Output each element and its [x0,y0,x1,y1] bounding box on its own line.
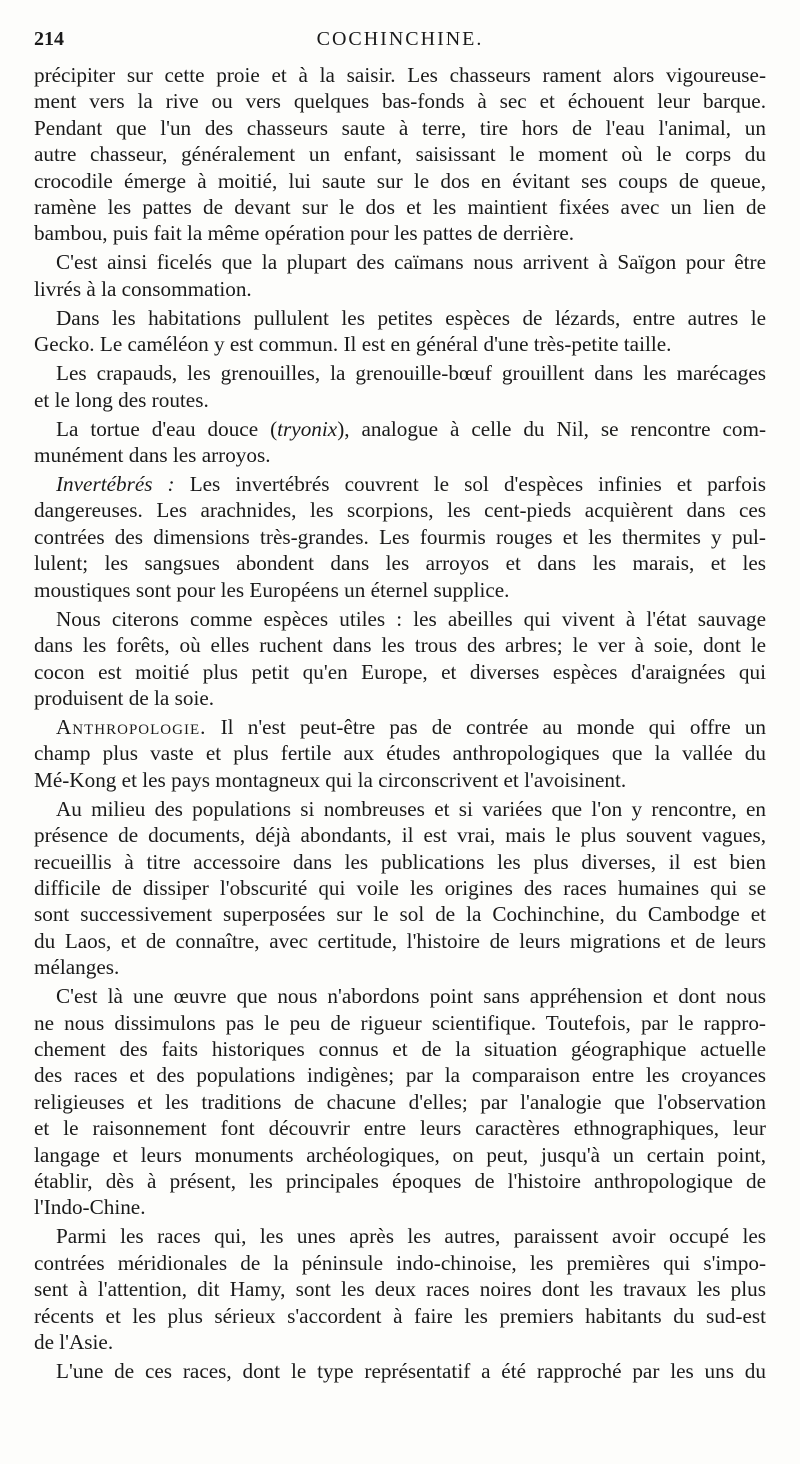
text-line: récents et les plus sérieux s'accordent à faire les premiers habitants du sud-est [34,1303,766,1328]
paragraph [34,1358,766,1384]
page-number: 214 [34,28,64,50]
text-line: contrées méridionales de la péninsule indo-chinoise, les premières qui s'impo- [34,1250,766,1275]
paragraph [34,416,766,469]
text-line: moustiques sont pour les Européens un éternel supplice. [34,577,510,602]
paragraph [34,714,766,793]
text-line: contrées des dimensions très-grandes. Les fourmis rouges et les thermites y pul- [34,524,766,549]
text-line: religieuses et les traditions de chacune d'elles; par l'analogie que l'observation [34,1089,766,1114]
text-line: Invertébrés : Les invertébrés couvrent le sol d'espèces infinies et parfois [56,472,766,497]
text-line: champ plus vaste et plus fertile aux études anthropologiques que la vallée du [34,741,766,766]
text-line: dans les forêts, où elles ruchent dans les trous des arbres; le ver à soie, dont le [34,633,766,658]
text-line: crocodile émerge à moitié, lui saute sur le dos en évitant ses coups de queue, [34,168,766,193]
paragraph [34,983,766,1221]
text-line: Les crapauds, les grenouilles, la grenouille-bœuf grouillent dans les marécages [56,361,766,386]
text-line: C'est ainsi ficelés que la plupart des caïmans nous arrivent à Saïgon pour être [56,250,766,275]
text-line: des races et des populations indigènes; par la comparaison entre les croyances [34,1063,766,1088]
text-line: présence de documents, déjà abondants, il est vrai, mais le plus souvent vagues, [34,823,766,848]
running-title: COCHINCHINE. [316,28,484,50]
text-line: C'est là une œuvre que nous n'abordons point sans appréhension et dont nous [56,984,766,1009]
text-line: Mé-Kong et les pays montagneux qui la circonscrivent et l'avoisinent. [34,767,627,792]
text-line: ne nous dissimulons pas le peu de rigueur scientifique. Toutefois, par le rappro- [34,1010,766,1035]
text-line: produisent de la soie. [34,685,215,710]
paragraph [34,62,766,247]
text-line: Dans les habitations pullulent les petites espèces de lézards, entre autres le [56,305,766,330]
paragraph [34,360,766,413]
section-heading: Anthropologie. [56,714,207,739]
paragraph [34,471,766,603]
text-line: mélanges. [34,955,120,980]
text-line: difficile de dissiper l'obscurité qui voile les origines des races humaines qui se [34,875,766,900]
section-lead: Invertébrés : [56,472,175,497]
paragraph [34,606,766,712]
text-line: Gecko. Le caméléon y est commun. Il est en général d'une très-petite taille. [34,332,672,357]
text-line: précipiter sur cette proie et à la saisir. Les chasseurs rament alors vigoureuse- [34,63,766,87]
text-line: et le raisonnement font découvrir entre leurs caractères ethnographiques, leur [34,1116,766,1141]
paragraph [34,1223,766,1355]
text-line: La tortue d'eau douce (tryonix), analogue à celle du Nil, se rencontre com- [56,416,767,441]
text-line: munément dans les arroyos. [34,443,271,468]
text-line: de l'Asie. [34,1330,114,1355]
text-line: du Laos, et de connaître, avec certitude, l'histoire de leurs migrations et de leurs [34,928,766,953]
text-line: et le long des routes. [34,387,209,412]
paragraph [34,249,766,302]
text-line: établir, dès à présent, les principales époques de l'histoire anthropologique de [34,1169,766,1193]
text-line: langage et leurs monuments archéologiques, on peut, jusqu'à un certain point, [34,1142,766,1167]
text-line: ment vers la rive ou vers quelques bas-fonds à sec et échouent leur barque. [34,89,766,114]
page-body [34,62,766,1387]
text-line: Pendant que l'un des chasseurs saute à terre, tire hors de l'eau l'animal, un [34,115,766,140]
text-line: L'une de ces races, dont le type représentatif a été rapproché par les uns du [56,1359,766,1384]
text-line: dangereuses. Les arachnides, les scorpions, les cent-pieds acquièrent dans ces [34,498,766,523]
text-line: Parmi les races qui, les unes après les autres, paraissent avoir occupé les [56,1224,766,1249]
text-line: bambou, puis fait la même opération pour les pattes de derrière. [34,221,575,246]
text-line: lulent; les sangsues abondent dans les arroyos et dans les marais, et les [34,551,766,576]
text-line: sent à l'attention, dit Hamy, sont les deux races noires dont les travaux les plus [34,1277,766,1302]
paragraph [34,305,766,358]
text-line: livrés à la consommation. [34,276,252,301]
page-header [34,28,766,58]
text-line: Au milieu des populations si nombreuses et si variées que l'on y rencontre, en [56,796,766,821]
italic-term: tryonix [277,416,338,441]
paragraph [34,796,766,981]
text-line: chement des faits historiques connus et de la situation géographique actuelle [34,1036,766,1061]
text-line: recueillis à titre accessoire dans les publications les plus diverses, il est bien [34,849,766,874]
text-line: cocon est moitié plus petit qu'en Europe, et diverses espèces d'araignées qui [34,659,766,684]
text-line: sont successivement superposées sur le sol de la Cochinchine, du Cambodge et [34,902,766,927]
text-line: Anthropologie. Il n'est peut-être pas de contrée au monde qui offre un [56,714,766,739]
text-line: Nous citerons comme espèces utiles : les abeilles qui vivent à l'état sauvage [56,606,766,631]
text-line: ramène les pattes de devant sur le dos et les maintient fixées avec un lien de [34,195,766,220]
text-line: autre chasseur, généralement un enfant, saisissant le moment où le corps du [34,142,766,167]
text-line: l'Indo-Chine. [34,1195,146,1220]
